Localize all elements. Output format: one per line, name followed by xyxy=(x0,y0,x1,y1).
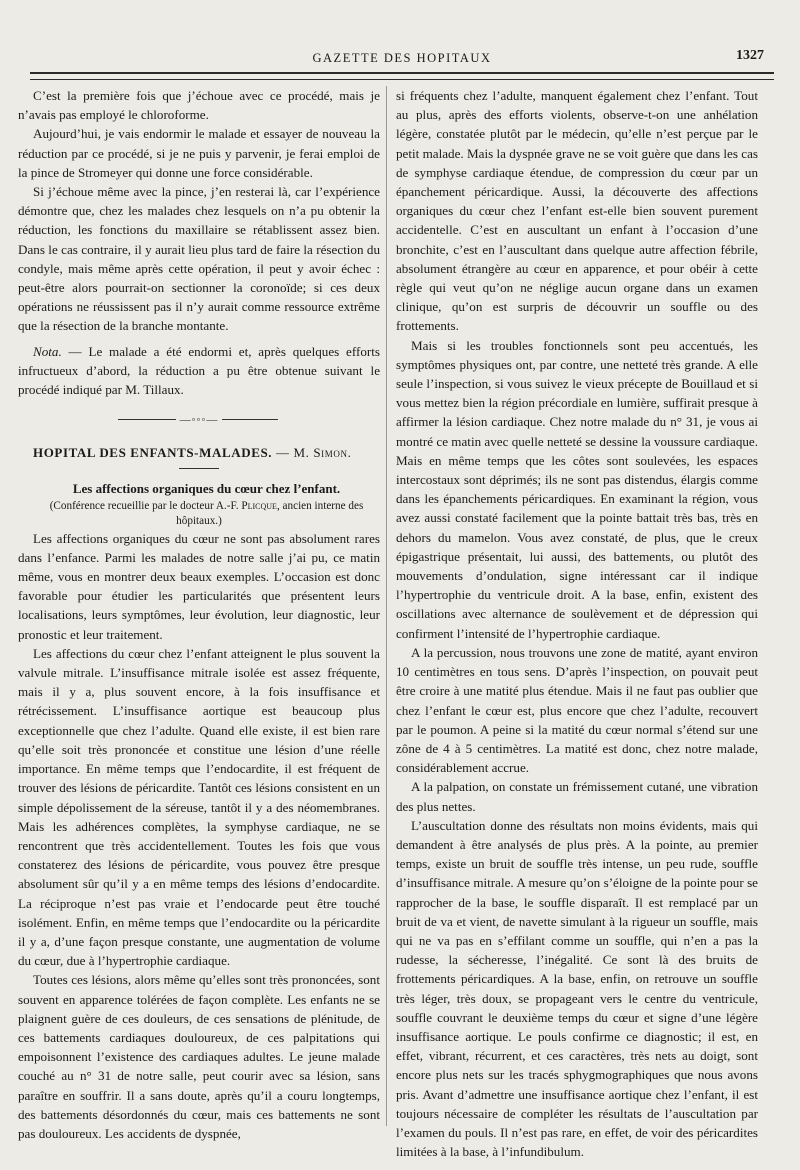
separator-glyph: —◦◦◦— xyxy=(176,414,223,426)
lecture-credit xyxy=(18,499,380,529)
column-divider xyxy=(386,86,387,1126)
paragraph: Les affections du cœur chez l’enfant atteignent le plus souvent la valvule mitrale. L’insuffisance mitrale isolée est assez fréquente, mais il y a, plus souvent encore, à la fois insuffisance et rétrécissement. L’insuffisance aortique est beaucoup plus exceptionnelle que chez l’adulte. Quand elle existe, il est bien rare qu’elle soit très prononcée et constitue une lésion d’une réelle importance. En même temps que l’endocardite, il est fréquent de trouver des lésions de péricardite. Tantôt ces lésions consistent en un simple dépolissement de la séreuse, tantôt il y a des néomembranes. Mais les adhérences complètes, la symphyse cardiaque, ne se rencontrent que très accidentellement. Toutes les fois que vous constaterez des lésions de péricardite, vous pouvez être presque absolument sûr qu’il y a en même temps des lésions d’endocardite. La réciproque n’est pas vraie et l’endocarde peut être touché isolément. Enfin, en même temps que l’endocardite ou la péricardite il y a, d’une façon presque constante, une augmentation de volume du cœur, due à l’hypertrophie cardiaque. xyxy=(18,645,380,969)
heading-separator: — M. xyxy=(272,445,314,461)
header-rule-thick xyxy=(30,72,774,74)
paragraph: Les affections organiques du cœur ne sont pas absolument rares dans l’enfance. Parmi les malades de notre salle j’ai pu, ce matin même, vous en montrer deux beaux exemples. L’occasion est donc favorable pour étudier les particularités que présentent leurs localisations, leurs symptômes, leur évolution, leur diagnostic, leur pronostic et leur traitement. xyxy=(18,530,380,642)
nota-label: Nota. xyxy=(33,343,62,359)
paragraph: Si j’échoue même avec la pince, j’en resterai là, car l’expérience démontre que, chez les malades chez lesquels on n’a pu obtenir la réduction, les fonctions du maxillaire se rétablissent assez bien. Dans le cas contraire, il y aurait lieu plus tard de faire la résection du condyle, mais même après cette opération, il peut y avoir échec : peut-être alors pourrait-on sectionner la coronoïde; si ces deux opérations ne réussissent pas il n’y aurait comme ressource extrême que la résection de la branche montante. xyxy=(18,184,380,334)
credit-text-b: , ancien interne des hôpitaux.) xyxy=(176,499,364,527)
paragraph: Mais si les troubles fonctionnels sont peu accentués, les symptômes physiques ont, par contre, une netteté très grande. A elle seule l’inspection, si vous suivez le vieux précepte de Bouillaud et si vous mettez bien la région précordiale en lumière, suffirait presque à affirmer la lésion cardiaque. Chez notre malade du n° 31, je vous ai montré ce matin avec quelle netteté se dessine la voussure cardiaque. Mais en même temps que les côtes sont soulevées, les espaces intercostaux sont déprimés; ils ne sont pas distendus, élargis comme dans les épanchements péricardiques. En examinant la région, vous avez aussi constaté facilement que la pointe battait très bas, très en dehors du mamelon. Vous avez constaté, de plus, que le creux épigastrique présentait, lui aussi, des battements, ou plutôt des mouvements d’ondulation, signe intéressant car il indique l’hypertrophie du ventricule droit. A la base, enfin, existent des oscillations avec alternance de soulèvement et de dépression qui confirment l’intensité de l’hypertrophie cardiaque. xyxy=(396,337,758,641)
lecturer-name: Simon. xyxy=(313,445,352,461)
paragraph: Aujourd’hui, je vais endormir le malade et essayer de nouveau la réduction par ce procédé, si je ne puis y parvenir, je ferai emploi de la pince de Stromeyer qui donne une force considérable. xyxy=(18,126,380,180)
credit-author: Plicque xyxy=(241,499,277,512)
paragraph: L’auscultation donne des résultats non moins évidents, mais qui demandent à être analysés de plus près. A la pointe, au premier temps, existe un bruit de souffle très intense, un peu rude, souffle d’insuffisance mitrale. A mesure qu’on s’éloigne de la pointe pour se rapprocher de la base, le souffle disparaît. Il est remplacé par un bruit de va et vient, de navette simulant à la rigueur un souffle, mais qui ne va pas en s’effilant comme un souffle, qui n’en a pas la rudesse, la sécheresse, l’inégalité. Ce sont là des bruits de frottements péricardiques. A la base, enfin, on retrouve un souffle très léger, très doux, se propageant vers le centre du ventricule, souffle couvrant le deuxième temps du cœur et signe d’une légère insuffisance aortique. Le pouls confirme ce diagnostic; il est, en effet, vibrant, récurrent, et ces caractères, très nets au doigt, sont encore plus nets sur les tracés sphygmographiques que nous avons pris. Avant d’admettre une insuffisance aortique chez l’enfant, il est toujours nécessaire de compléter les résultats de l’auscultation par l’examen du pouls. Il n’est pas rare, en effet, de voir des péricardites limitées à la base, à l’infundibulum. xyxy=(396,817,758,1160)
paragraph: si fréquents chez l’adulte, manquent également chez l’enfant. Tout au plus, après des efforts violents, observe-t-on une anhélation légère, constatée plutôt par le médecin, qu’elle n’est perçue par le petit malade. Mais la dyspnée grave ne se voit guère que dans les cas de symphyse cardiaque étendue, de compression du cœur par un épanchement péricardique. Aussi, la découverte des affections organiques du cœur chez l’enfant est-elle bien souvent purement accidentelle. C’est en auscultant un enfant à l’occasion d’une bronchite, c’est en l’auscultant dans quelque autre affection fébrile, absolument étrangère au cœur en apparence, et pour obéir à cette règle qui veut qu’on ne néglige aucun organe dans un examen clinique, qu’on est surpris de découvrir un souffle ou des frottements. xyxy=(396,88,758,334)
section-separator-ornament xyxy=(18,409,380,431)
journal-title: GAZETTE DES HOPITAUX xyxy=(312,51,492,65)
nota-paragraph xyxy=(18,342,380,400)
header-rule-thin xyxy=(30,79,774,80)
paragraph: A la percussion, nous trouvons une zone de matité, ayant environ 10 centimètres en tous sens. D’après l’inspection, on pouvait peut être croire à une matité plus étendue. Mais il ne faut pas oublier que chez l’enfant le cœur est, plus encore que chez l’adulte, recouvert par le poumon. A peine si la matité du cœur normal s’étend sur une zône de 4 à 5 centimètres. La matité est donc, chez notre malade, considérablement accrue. xyxy=(396,644,758,776)
hospital-name: HOPITAL DES ENFANTS-MALADES. xyxy=(33,445,273,461)
paragraph: Toutes ces lésions, alors même qu’elles sont très prononcées, sont souvent en apparence tolérées de façon complète. Les enfants ne se plaignent guère de ces douleurs, de ces sensations de plénitude, de ces battements cardiaques douloureux, de ces palpitations qui empoisonnent l’existence des cardiaques adultes. Le jeune malade couché au n° 31 de notre salle, peut courir avec sa lésion, sans paraître en souffrir. Il a sans doute, après qu’il a couru longtemps, des battements désordonnés du cœur, mais ces battements ne sont pas douloureux. Les accidents de dyspnée, xyxy=(18,972,380,1141)
section-heading xyxy=(18,443,380,462)
page-number: 1327 xyxy=(736,48,764,63)
paragraph: A la palpation, on constate un frémissement cutané, une vibration des plus nettes. xyxy=(396,779,758,814)
left-column xyxy=(18,86,380,1143)
short-rule xyxy=(179,468,219,469)
lecture-title: Les affections organiques du cœur chez l’enfant. xyxy=(72,481,341,497)
paragraph: C’est la première fois que j’échoue avec ce procédé, mais je n’avais pas employé le chloroforme. xyxy=(18,88,380,123)
page-header xyxy=(30,48,774,68)
nota-text: — Le malade a été endormi et, après quelques efforts infructueux d’abord, la réduction a pu être obtenue suivant le procédé indiqué par M. Tillaux. xyxy=(18,343,380,398)
credit-text-a: (Conférence recueillie par le docteur A.-F. xyxy=(49,499,242,512)
right-column xyxy=(396,86,758,1161)
